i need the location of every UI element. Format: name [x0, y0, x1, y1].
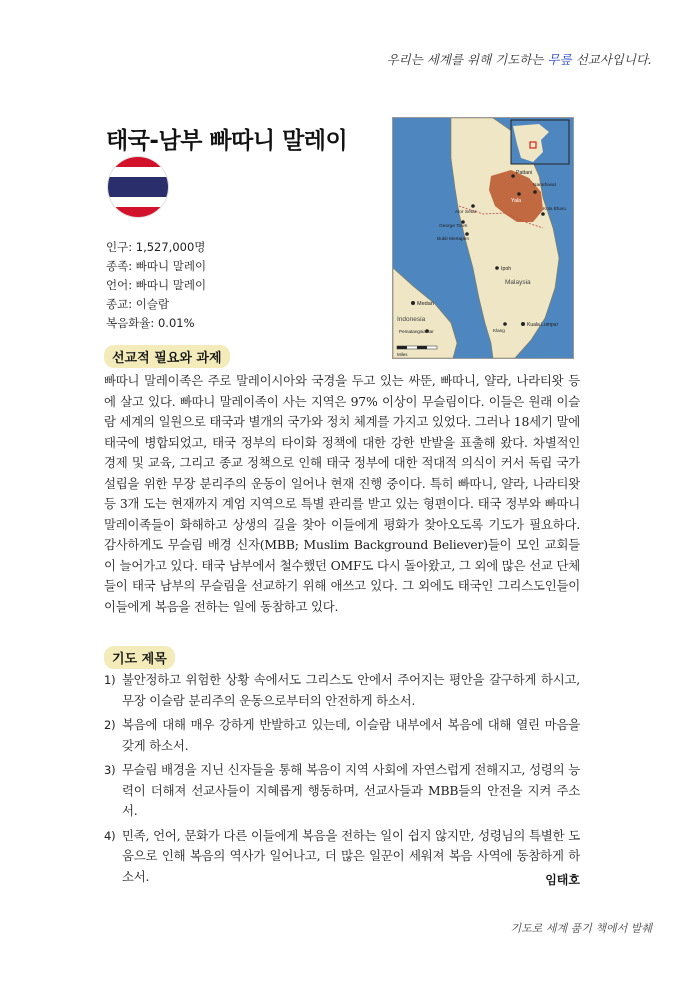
map-label-george-town: George Town — [439, 224, 468, 229]
prayer-text: 무슬림 배경을 지닌 신자들을 통해 복음이 지역 사회에 자연스럽게 전해지고, 성령의 능력이 더해져 선교사들이 지혜롭게 행동하며, 선교사들과 MBB들의 안전을 지켜 주소서. — [122, 762, 580, 818]
prayer-item — [104, 715, 580, 756]
prayer-number: 1) — [104, 673, 116, 687]
map-label-ipoh: Ipoh — [501, 266, 512, 272]
prayer-item — [104, 670, 580, 711]
country-facts — [106, 238, 206, 333]
fact-population: 인구: 1,527,000명 — [106, 240, 206, 254]
header-note-highlight: 무릎 — [547, 52, 572, 67]
prayer-text: 불안정하고 위험한 상황 속에서도 그리스도 안에서 주어지는 평안을 갈구하게 하시고, 무장 이슬람 분리주의 운동으로부터의 안전하게 하소서. — [122, 672, 580, 708]
map-scale-label: Miles — [397, 352, 408, 357]
prayer-number: 2) — [104, 718, 116, 732]
section-label-missional-need: 선교적 필요와 과제 — [104, 345, 230, 368]
map-label-pattani: Pattani — [516, 170, 533, 176]
header-note — [387, 50, 652, 68]
map-label-kota-bharu: Kota Bharu — [543, 206, 566, 211]
map-label-medan: Medan — [417, 301, 434, 307]
map-label-bukit-mertajam: Bukit Mertajam — [437, 237, 469, 242]
fact-language: 언어: 빠따니 말레이 — [106, 278, 207, 292]
region-map — [392, 117, 574, 359]
map-label-malaysia: Malaysia — [505, 279, 531, 286]
map-label-indonesia: Indonesia — [397, 316, 426, 323]
map-label-pematangsiantar: Pematangsiantar — [399, 329, 434, 334]
prayer-text: 복음에 대해 매우 강하게 반발하고 있는데, 이슬람 내부에서 복음에 대해 열린 마음을 갖게 하소서. — [122, 717, 580, 753]
map-label-klang: Klang — [493, 328, 505, 333]
missional-need-body: 빠따니 말레이족은 주로 말레이시아와 국경을 두고 있는 싸뚠, 빠따니, 얄라, 나라티왓 등에 살고 있다. 빠따니 말레이족이 사는 지역은 97% 이상이 무슬림이다. 이들은 원래 이슬람 세계의 일원으로 태국과 별개의 국가와 정치 체계를 가지고 있었다. 그러나 18세기 말에 태국에 병합되었고, 태국 정부의 타이화 정책에 대한 강한 반발을 표출해 왔다. 차별적인 경제 및 교육, 그리고 종교 정책으로 인해 태국 정부에 대한 적대적 의식이 커서 독립 국가 설립을 위한 무장 분리주의 운동이 일어나 현재 진행 중이다. 특히 빠따니, 얄라, 나라티왓 등 3개 도는 현재까지 계엄 지역으로 특별 관리를 받고 있는 형편이다. 태국 정부와 빠따니 말레이족들이 화해하고 상생의 길을 찾아 이들에게 평화가 찾아오도록 기도가 필요하다. 감사하게도 무슬림 배경 신자(MBB; Muslim Background Believer)들이 모인 교회들이 늘어가고 있다. 태국 남부에서 철수했던 OMF도 다시 돌아왔고, 그 외에 많은 선교 단체들이 태국 남부의 무슬림을 선교하기 위해 애쓰고 있다. 그 외에도 태국인 그리스도인들이 이들에게 복음을 전하는 일에 동참하고 있다. — [104, 373, 580, 614]
prayer-list — [104, 670, 580, 891]
prayer-text: 민족, 언어, 문화가 다른 이들에게 복음을 전하는 일이 쉽지 않지만, 성령님의 특별한 도움으로 인해 복음의 역사가 일어나고, 더 많은 일꾼이 세워져 복음 사역에 동참하게 하소서. — [122, 827, 580, 884]
map-label-alor-setar: Alor Setar — [455, 210, 477, 215]
fact-evangelization-rate: 복음화율: 0.01% — [106, 316, 195, 330]
footer-note: 기도로 세계 품기 책에서 발췌 — [510, 922, 652, 935]
header-note-text-end: 선교사입니다. — [575, 52, 652, 67]
prayer-number: 3) — [104, 763, 116, 777]
prayer-number: 4) — [104, 828, 116, 843]
page-title: 태국-남부 빠따니 말레이 — [106, 128, 348, 154]
map-label-kuala-lumpur: Kuala Lumpur — [527, 322, 559, 328]
fact-religion: 종교: 이슬람 — [106, 297, 170, 311]
prayer-item — [104, 826, 580, 888]
fact-people-group: 종족: 빠따니 말레이 — [106, 259, 207, 273]
map-label-yala: Yala — [511, 198, 521, 204]
author-name: 임태호 — [545, 873, 580, 887]
header-note-text: 우리는 세계를 위해 기도하는 — [386, 52, 544, 67]
section-label-prayer-topics: 기도 제목 — [104, 646, 175, 669]
map-label-narathiwat: Narathiwat — [533, 183, 556, 188]
prayer-item — [104, 760, 580, 822]
thailand-flag-icon — [108, 157, 168, 217]
